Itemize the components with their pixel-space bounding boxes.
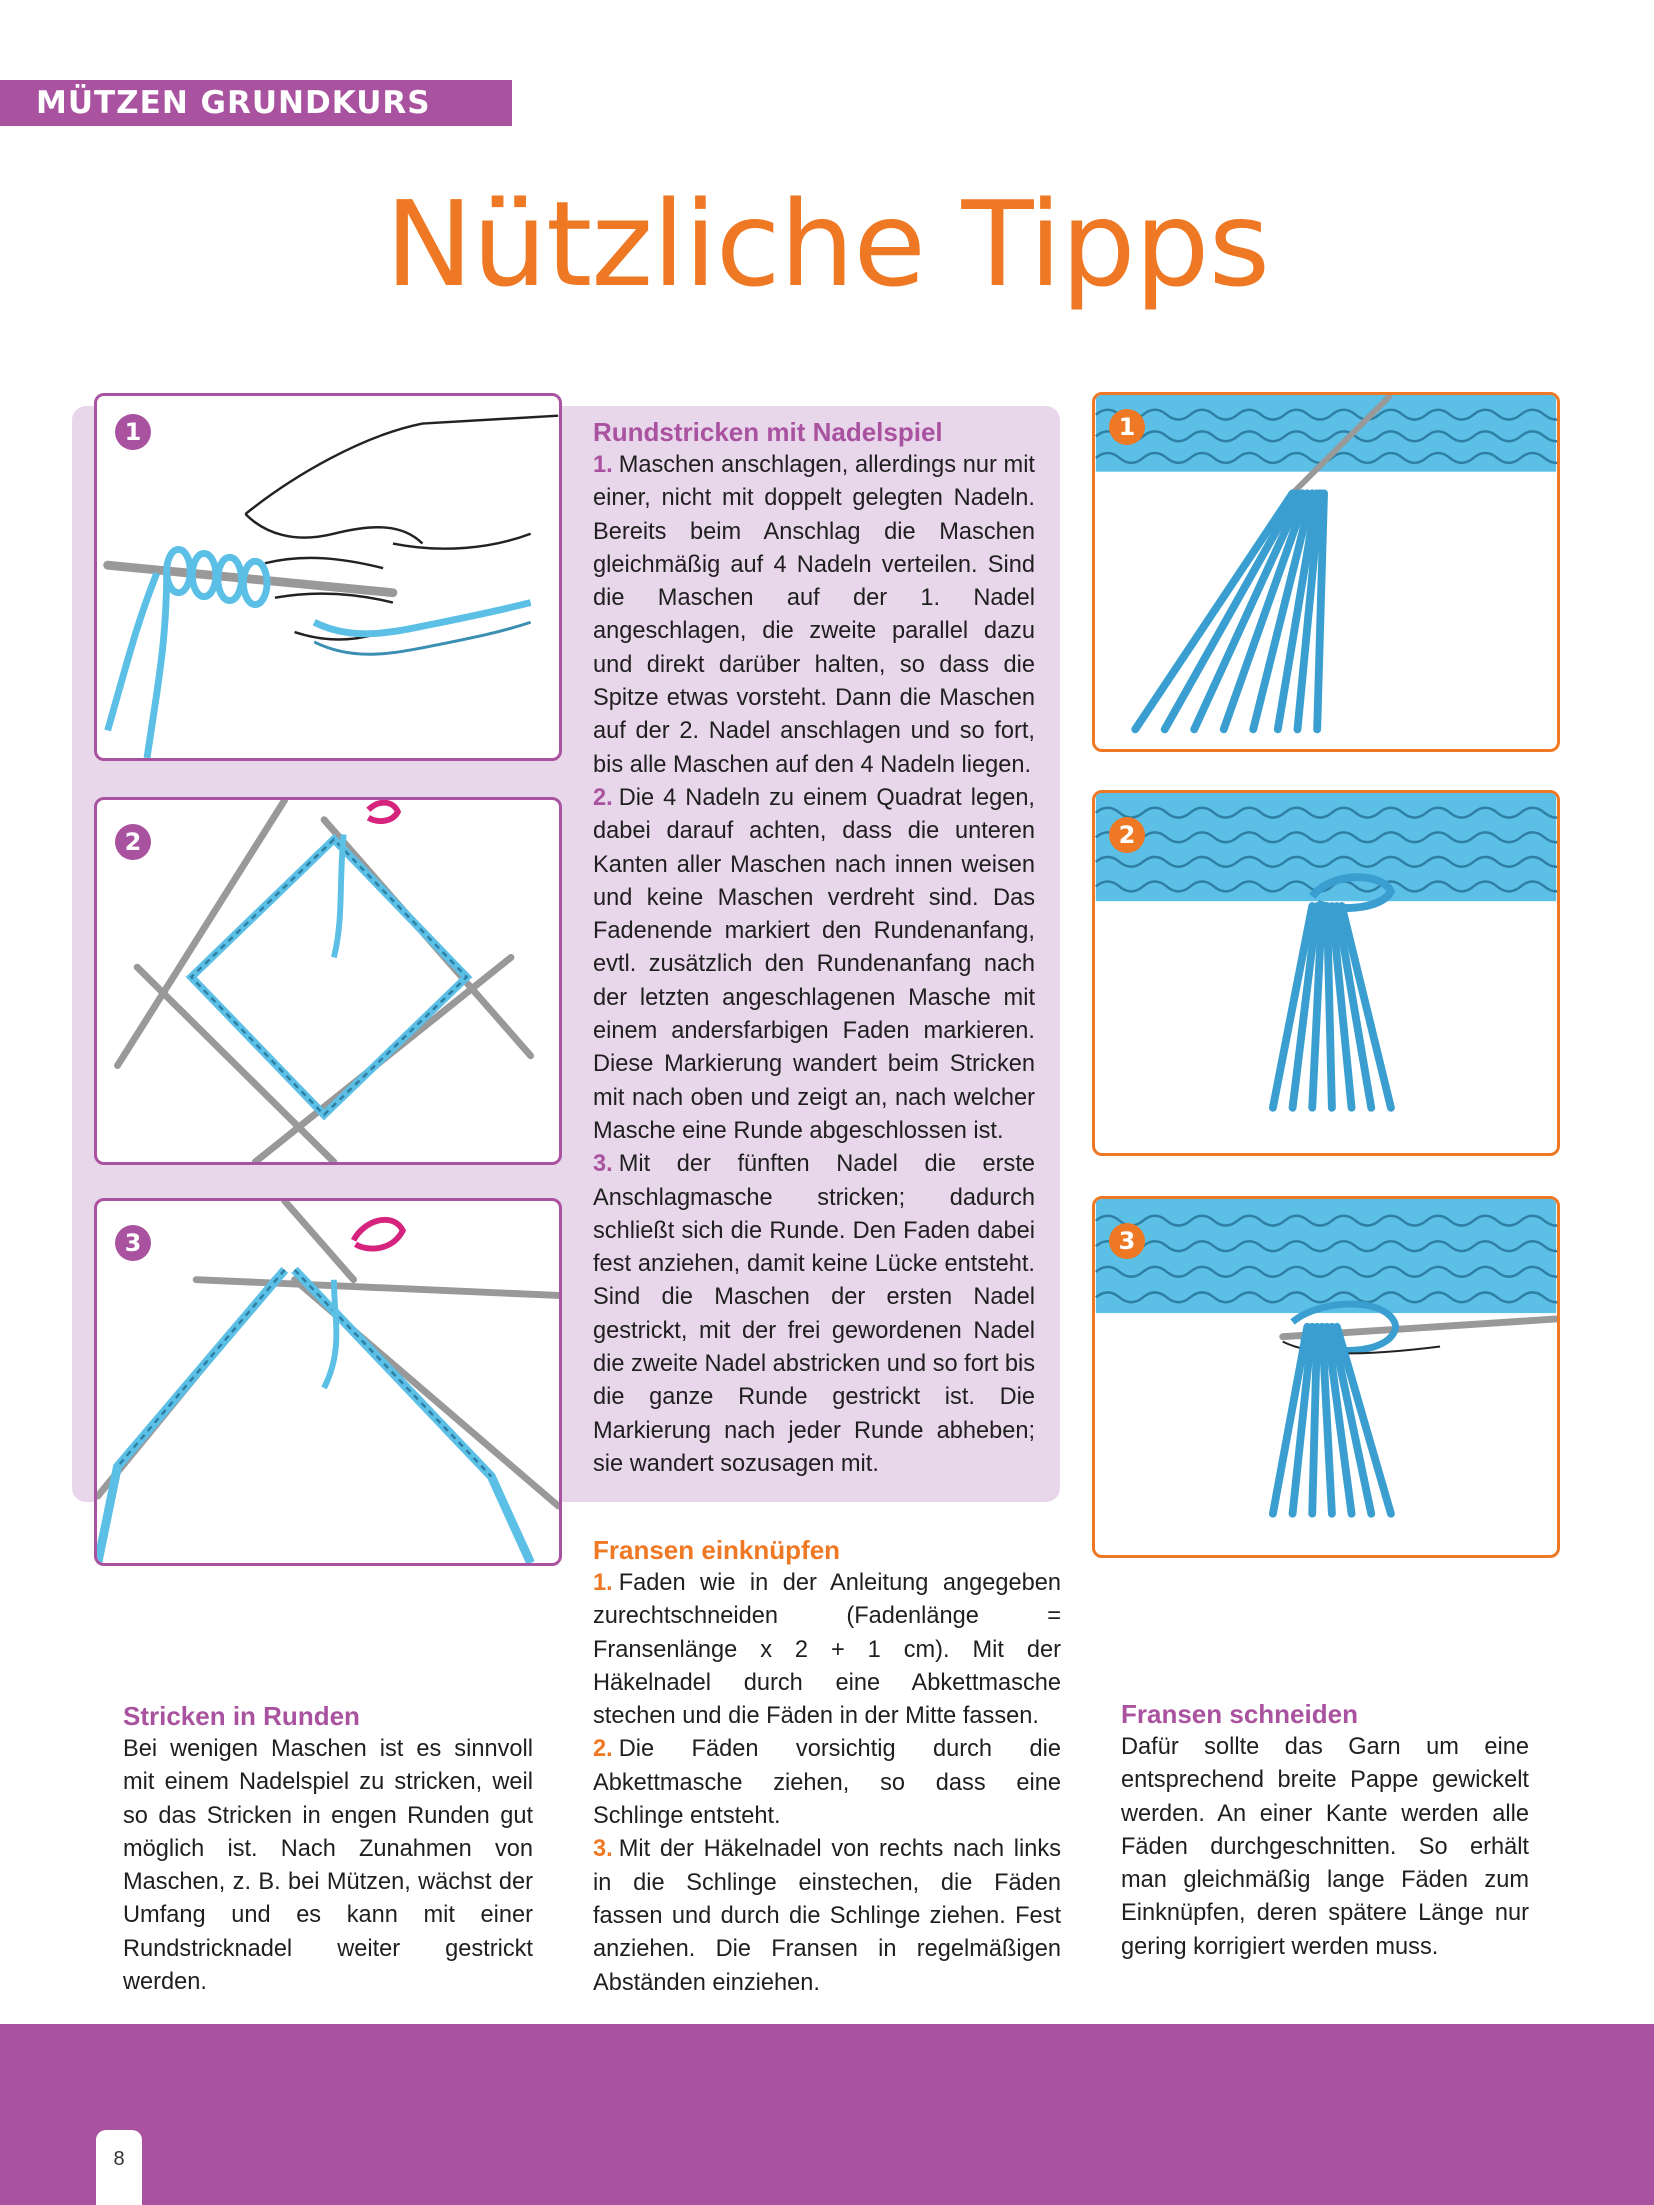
step-index: 1. xyxy=(593,452,613,478)
step-paragraph xyxy=(593,449,1035,782)
step-index: 3. xyxy=(593,1151,613,1178)
cast-on-illustration xyxy=(97,396,559,758)
step-number: 3 xyxy=(115,1225,151,1261)
section-heading: Rundstricken mit Nadelspiel xyxy=(593,417,943,447)
page-title: Nützliche Tipps xyxy=(384,175,1270,313)
step-number: 1 xyxy=(1109,409,1145,445)
figure-fringe-3 xyxy=(1092,1196,1560,1558)
square-needles-illustration xyxy=(97,800,559,1162)
section-label: MÜTZEN GRUNDKURS xyxy=(0,80,512,126)
step-text: Faden wie in der Anleitung angegeben zurechtschneiden (Fadenlänge = Fransenlänge x 2 + 1 cm). Mit der Häkelnadel durch eine Abkettmasche stechen und die Fäden in der Mitte fassen. xyxy=(593,1570,1061,1730)
fringe-2-illustration xyxy=(1095,793,1557,1153)
figure-square-needles xyxy=(94,797,562,1165)
section-heading: Fransen einknüpfen xyxy=(593,1535,841,1565)
stricken-in-runden-section xyxy=(123,1700,533,1999)
close-round-illustration xyxy=(97,1201,559,1563)
figure-close-round xyxy=(94,1198,562,1566)
step-number: 2 xyxy=(1109,817,1145,853)
rundstricken-section xyxy=(593,416,1035,1481)
section-text: Dafür sollte das Garn um eine entsprechend breite Pappe gewickelt werden. An einer Kante werden alle Fäden durchgeschnitten. So erhält man gleichmäßig lange Fäden zum Einknüpfen, deren spätere Länge nur gering korrigiert werden muss. xyxy=(1121,1734,1529,1960)
step-text: Die 4 Nadeln zu einem Quadrat legen, dabei darauf achten, dass die unteren Kanten aller Maschen nach innen weisen und keine Maschen verdreht sind. Das Fadenende markiert den Rundenanfang, evtl. zusätzlich den Rundenanfang nach der letzten angeschlagenen Masche mit einem andersfarbigen Faden markieren. Diese Markierung wandert beim Stricken mit nach oben und zeigt an, nach welcher Masche eine Runde abgeschlossen ist. xyxy=(593,784,1035,1144)
section-heading: Stricken in Runden xyxy=(123,1701,360,1731)
step-paragraph xyxy=(593,1833,1061,1999)
step-text: Mit der fünften Nadel die erste Anschlagmasche stricken; dadurch schließt sich die Runde. Den Faden dabei fest anziehen, damit keine Lücke entsteht. Sind die Maschen der ersten Nadel gestrickt, mit der frei gewordenen Nadel die zweite Nadel abstricken und so fort bis die ganze Runde gestrickt ist. Die Markierung nach jeder Runde abheben; sie wandert sozusagen mit. xyxy=(593,1151,1035,1477)
step-index: 3. xyxy=(593,1836,613,1863)
fringe-3-illustration xyxy=(1095,1199,1557,1555)
section-text: Bei wenigen Maschen ist es sinnvoll mit einem Nadelspiel zu stricken, weil so das Stricken in engen Runden gut möglich ist. Nach Zunahmen von Maschen, z. B. bei Mützen, wächst der Umfang und es kann mit einer Rundstricknadel weiter gestrickt werden. xyxy=(123,1736,533,1996)
step-number: 2 xyxy=(115,824,151,860)
step-number: 3 xyxy=(1109,1223,1145,1259)
step-paragraph xyxy=(593,1567,1061,1733)
fransen-einknuepfen-section xyxy=(593,1534,1061,2000)
step-index: 1. xyxy=(593,1570,613,1596)
figure-fringe-2 xyxy=(1092,790,1560,1156)
figure-cast-on xyxy=(94,393,562,761)
figure-fringe-1 xyxy=(1092,392,1560,752)
step-paragraph xyxy=(593,1148,1035,1481)
fransen-schneiden-section xyxy=(1121,1698,1529,1964)
step-paragraph xyxy=(593,1733,1061,1833)
page-number: 8 xyxy=(113,2148,125,2170)
step-index: 2. xyxy=(593,1736,613,1763)
fringe-1-illustration xyxy=(1095,395,1557,749)
section-heading: Fransen schneiden xyxy=(1121,1699,1358,1729)
step-text: Mit der Häkelnadel von rechts nach links in die Schlinge einstechen, die Fäden fassen und durch die Schlinge ziehen. Fest anziehen. Die Fransen in regelmäßigen Abständen einziehen. xyxy=(593,1836,1061,1996)
step-text: Die Fäden vorsichtig durch die Abkettmasche ziehen, so dass eine Schlinge entsteht. xyxy=(593,1736,1061,1830)
step-index: 2. xyxy=(593,784,613,811)
step-number: 1 xyxy=(115,414,151,450)
step-paragraph xyxy=(593,782,1035,1148)
step-text: Maschen anschlagen, allerdings nur mit einer, nicht mit doppelt gelegten Nadeln. Bereits beim Anschlag die Maschen gleichmäßig auf 4 Nadeln verteilen. Sind die Maschen auf der 1. Nadel angeschlagen, die zweite parallel dazu und direkt darüber halten, so dass die Spitze etwas vorsteht. Dann die Maschen auf der 2. Nadel anschlagen und so fort, bis alle Maschen auf den 4 Nadeln liegen. xyxy=(593,452,1035,778)
footer-bar xyxy=(0,2024,1654,2205)
